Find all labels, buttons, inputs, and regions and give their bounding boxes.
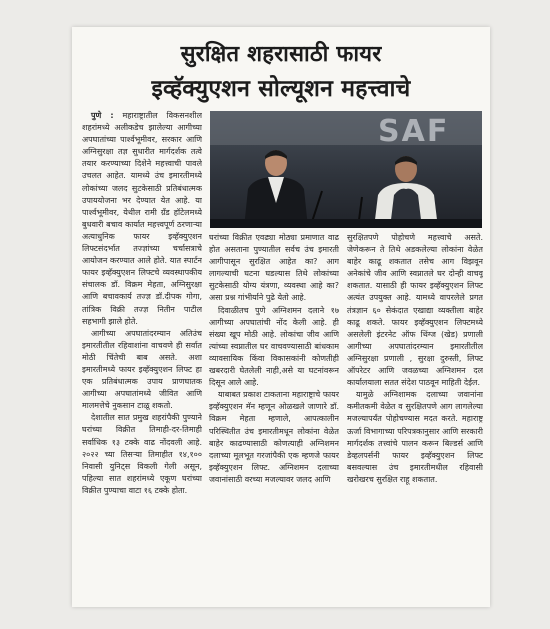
headline-line-1: सुरक्षित शहरासाठी फायर	[180, 42, 382, 67]
article-column-1	[82, 110, 202, 602]
article-paragraph: यामुळे अग्निशामक दलाच्या जवानांना कमीतकमी वेळेत व सुरक्षितपणे आग लागलेल्या मजल्यापर्यंत पोहोचण्यास मदत करते. महाराष्ट्र ऊर्जा विभागाच्या परिपत्रकानुसार आणि सरकारी मार्गदर्शक तत्त्वांचे पालन करून बिल्डर्स आणि डेव्हलपर्सनी फायर इव्हॅक्युएशन लिफ्ट बसवल्यास उंच इमारतीमधील रहिवासी खरोखरच सुरक्षित राहू शकतात.	[347, 390, 483, 484]
photo-illustration	[210, 111, 482, 228]
article-lead-paragraph	[82, 110, 202, 328]
backdrop-text: SAF	[378, 114, 450, 149]
article-paragraph: आगीच्या अपघातांदरम्यान अतिउंच इमारतीतील रहिवाशांना वाचवणे ही सर्वात मोठी चिंतेची बाब असते. अशा इमारतीमध्ये फायर इव्हॅक्युएशन लिफ्ट हा एक प्रतिबंधात्मक उपाय प्राणघातक आगीच्या अपघातांमध्ये जीवित आणि मालमत्तेचे नुकसान टाळू शकतो.	[82, 328, 202, 411]
headline-line-2: इव्हॅक्युएशन सोल्यूशन महत्त्वाचे	[151, 76, 411, 102]
article-paragraph: दिवाळीतच पुणे अग्निशमन दलाने १७ आगीच्या अपघातांची नोंद केली आहे. ही संख्या खूप मोठी आहे. लोकांचा जीव आणि त्यांच्या स्वप्नातील घर वाचवण्यासाठी बांधकाम व्यावसायिक किंवा विकासकांनी कोणतीही खबरदारी घेतलेली नाही,असे या घटनांवरून दिसून आले आहे.	[209, 305, 339, 388]
newspaper-clipping	[72, 27, 490, 607]
article-paragraph: याबाबत प्रकाश टाकताना महाराष्ट्राचे फायर इव्हॅक्युएशन मॅन म्हणून ओळखले जाणारे डॉ. विक्रम मेहता म्हणाले, आपत्कालीन परिस्थितीत उंच इमारतीमधून लोकांना वेळेत बाहेर काढण्यासाठी कोणत्याही अग्निशमन दलाच्या मूलभूत गरजांपैकी एक म्हणजे फायर इव्हॅक्युएशन लिफ्ट. अग्निशमन दलाच्या जवानांसाठी वरच्या मजल्यावर जलद आणि	[209, 390, 339, 484]
news-photo	[210, 111, 482, 228]
article-paragraph: सुरक्षितपणे पोहोचणे महत्त्वाचे असते. जेणेकरून ते तिथे अडकलेल्या लोकांना वेळेत बाहेर काढू शकतात तसेच आग विझवून अनेकांचे जीव आणि स्वप्नातले घर दोन्ही वाचवू शकतात. यासाठी ही फायर इव्हॅक्युएशन लिफ्ट अत्यंत उपयुक्त आहे. यामध्ये वापरलेले प्रगत तंत्रज्ञान ६० सेकंदात एखाद्या व्यक्तीला बाहेर काढू शकते. फायर इव्हॅक्युएशन लिफ्टमध्ये असलेली इंटरनेट ऑफ थिंग्ज (खेड) प्रणाली आगीच्या अपघातांदरम्यान इमारतीतील अग्निसुरक्षा प्रणाली , सुरक्षा दुरुस्ती, लिफ्ट ऑपरेटर आणि जवळच्या अग्निशमन दल कार्यालयाला सतत संदेश पाठवून माहिती देईल.	[347, 233, 483, 388]
article-paragraph: देशातील सात प्रमुख शहरांपैकी पुण्याने घरांच्या विक्रीत तिमाही-दर-तिमाही सर्वाधिक १३ टक्के वाढ नोंदवली आहे. २०२२ च्या तिसऱ्या तिमाहीत १४,१०० निवासी युनिट्स विकली गेली असून, पहिल्या सात शहरांमध्ये एकूण घरांच्या विक्रीत पुण्याचा वाटा १६ टक्के होता.	[82, 413, 202, 495]
lead-text: महाराष्ट्रातील विकसनशील शहरांमध्ये अलीकडेच झालेल्या आगीच्या अपघातांच्या पार्श्वभूमीवर, सरकार आणि अग्निसुरक्षा तज्ञ सुधारीत मार्गदर्शक तत्वे तयार करण्याच्या दिशेने महत्त्वाची पावले उचलत आहेत. यामध्ये उंच इमारतीमध्ये लोकांच्या जलद सुटकेसाठी प्रतिबंधात्मक उपाययोजना भर देण्यात येत आहे. या पार्श्वभूमीवर, येथील रामी ग्रँड हॉटेलमध्ये बुधवारी बचाव कार्यात महत्त्वपूर्ण ठरणाऱ्या अत्याधुनिक फायर इव्हॅक्युएशन लिफ्टसंदर्भात तज्ज्ञांच्या चर्चासत्राचे आयोजन करण्यात आले होते. यात स्पार्टन फायर इव्हॅक्युएशन लिफ्टचे व्यवस्थापकीय संचालक डॉ. विक्रम मेहता, अग्निसुरक्षा आणि बचावकार्य तज्ज्ञ डॉ.दीपक गोगा, तांत्रिक विक्री तज्ज्ञ नितीन पाटील सहभागी झाले होते.	[82, 111, 202, 326]
dateline: पुणे :	[91, 111, 114, 120]
article-paragraph: घरांच्या विक्रीत एवढ्या मोठ्या प्रमाणात वाढ होत असताना पुण्यातील सर्वच उंच इमारती आगीपासून सुरक्षित आहेत का? आग लागल्याची घटना घडल्यास तिथे लोकांच्या सुटकेसाठी योग्य यंत्रणा, व्यवस्था आहे का? असा प्रश्न गांभीर्याने पुढे येतो आहे.	[209, 233, 339, 303]
article-column-3	[347, 232, 483, 602]
article-column-2	[209, 232, 339, 602]
